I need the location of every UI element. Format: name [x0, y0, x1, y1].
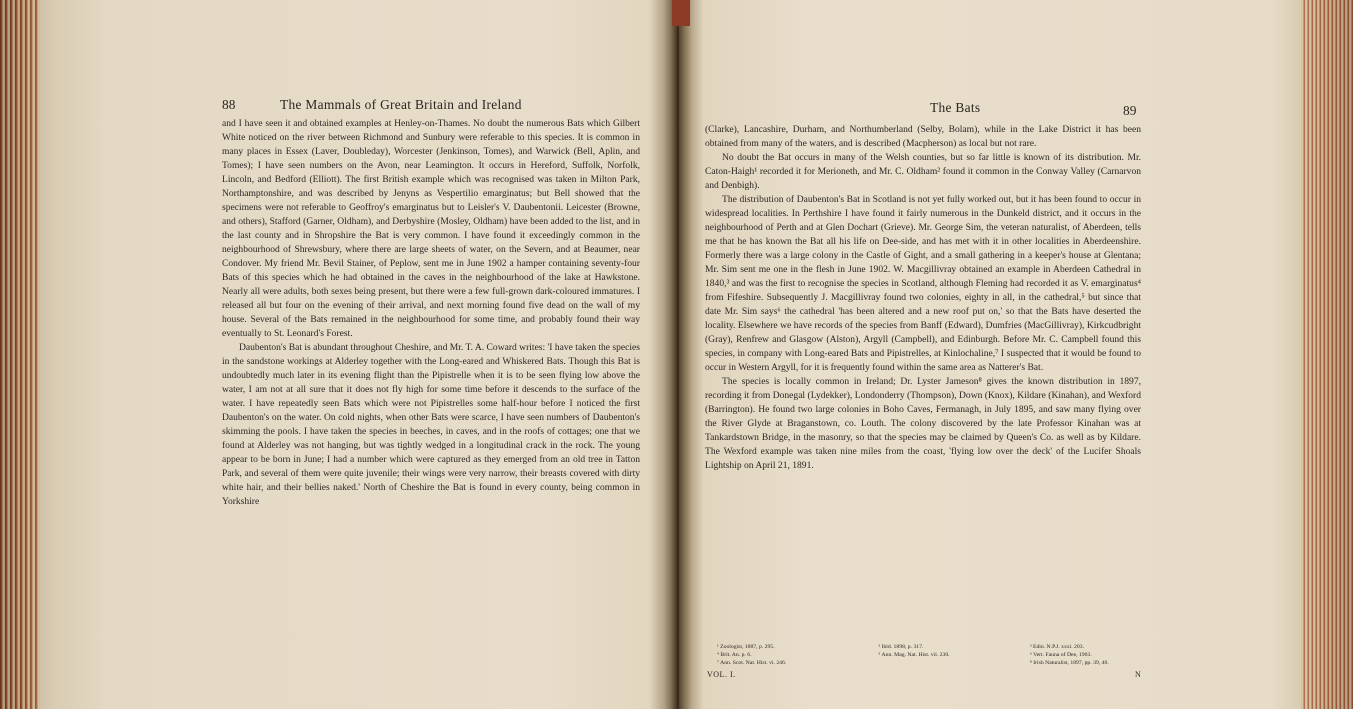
footnote: ⁶ Vert. Fauna of Dee, 1903. [1029, 652, 1092, 658]
footnote: ¹ Zoologist, 1887, p. 295. [717, 644, 775, 650]
gathering-signature: N [1135, 670, 1142, 679]
footnote: ⁵ Ann. Mag. Nat. Hist. vii. 230. [878, 652, 950, 658]
left-paragraph-2: Daubenton's Bat is abundant throughout Cheshire, and Mr. T. A. Coward writes: 'I have taken the species in the sandstone workings at Alderley together with the Long-eared and Whiskered Bats. Though this Bat is undoubtedly much later in its evening flight than the Pipistrelle when it is to be seen flying low above the water, I am not at all sure that it does not fly high for some time before it descends to the surface of the water. I have repeatedly seen Bats which were not Pipistrelles some half-hour before I noticed the first Daubenton's on the water. On cold nights, when other Bats were scarce, I have seen numbers of Daubenton's skimming the pools. I have taken the species in beeches, in caves, and in the roofs of cottages; one that we found at Alderley was not hanging, but was tightly wedged in a longitudinal crack in the rock. The young appear to be born in June; I had a number which were captured as they emerged from an old tree in Tatton Park, and several of them were quite juvenile; their wings were very narrow, their breasts covered with dirty white hair, and their bellies naked.' North of Cheshire the Bat is found in every county, being common in Yorkshire [222, 342, 640, 507]
footnote: ³ Edin. N.P.J. xxxi. 203. [1029, 644, 1085, 650]
right-paragraph-4: The species is locally common in Ireland; Dr. Lyster Jameson⁸ gives the known distribution in 1897, recording it from Donegal (Lydekker), Londonderry (Thompson), Down (Knox), Kildare (Kinahan), and Wexford (Barrington). He found two large colonies in Boho Caves, Fermanagh, in July 1895, and saw many flying over the River Glyde at Braganstown, co. Louth. The colony discovered by the late Professor Kinahan was at Tankardstown Bridge, in the masonry, so that the species may be claimed by Queen's Co. as well as by Kildare. The Wexford example was taken nine miles from the coast, 'flying low over the deck' of the Lucifer Shoals Lightship on April 21, 1891. [705, 376, 1141, 471]
right-running-head: The Bats [930, 100, 981, 115]
book-gutter [664, 0, 692, 709]
footnote-row [717, 659, 1147, 667]
footnote: ⁸ Irish Naturalist, 1897, pp. 39, 40. [1029, 660, 1109, 666]
footnote: ² Ibid. 1898, p. 317. [878, 644, 924, 650]
right-page-body [705, 123, 1141, 473]
right-paragraph-1: (Clarke), Lancashire, Durham, and Northumberland (Selby, Bolam), while in the Lake District it has been obtained from many of the waters, and is described (Macpherson) as local but not rare. [705, 124, 1141, 149]
left-page-body [222, 117, 640, 509]
right-page-number: 89 [1123, 103, 1137, 118]
footnote-row [717, 651, 1147, 659]
volume-signature: VOL. I. [707, 670, 736, 679]
left-running-head: The Mammals of Great Britain and Ireland [280, 97, 522, 112]
footnotes [717, 643, 1147, 667]
right-page-edges [1301, 0, 1353, 709]
left-page-number: 88 [222, 97, 236, 112]
right-paragraph-2: No doubt the Bat occurs in many of the Welsh counties, but so far little is known of its distribution. Mr. Caton-Haigh¹ recorded it for Merioneth, and Mr. C. Oldham² found it common in the Conway Valley (Carnarvon and Denbigh). [705, 152, 1141, 191]
left-page-edges [0, 0, 40, 709]
footnote: ⁴ Brit. An. p. 6. [717, 652, 752, 658]
footnote: ⁷ Ann. Scot. Nat. Hist. vi. 246. [717, 660, 787, 666]
footnote-row [717, 643, 1147, 651]
right-paragraph-3: The distribution of Daubenton's Bat in Scotland is not yet fully worked out, but it has been found to occur in widespread localities. In Perthshire I have found it fairly numerous in the Dunkeld district, and it occurs in the neighbourhood of Perth and at Glen Dochart (Grieve). Mr. George Sim, the veteran naturalist, of Aberdeen, tells me that he has known the Bat all his life on Dee-side, and has met with it in other localities in Aberdeenshire. Formerly there was a large colony in the Castle of Gight, and a small gathering in a keeper's house at Glentana; Mr. Sim sent me one in the flesh in June 1902. W. Macgillivray obtained an example in Aberdeen Cathedral in 1840,³ and was the first to recognise the species in Scotland, although Fleming had recorded it as V. emarginatus⁴ from Fifeshire. Subsequently J. Macgillivray found two colonies, eighty in all, in the cathedral,⁵ but since that date Mr. Sim says⁶ the cathedral 'has been altered and a new roof put on,' so that the Bats have deserted the locality. Elsewhere we have records of the species from Banff (Edward), Dumfries (MacGillivray), Kirkcudbright (Gray), Renfrew and Glasgow (Alston), Argyll (Campbell), and Edinburgh. Before Mr. C. Campbell found this species, in company with Long-eared Bats and Pipistrelles, at Kinlochaline,⁷ I suspected that it would be found to occur in Western Argyll, for it is frequently found within the same area as Natterer's Bat. [705, 194, 1141, 373]
bookmark-ribbon [672, 0, 690, 26]
left-paragraph-1: and I have seen it and obtained examples at Henley-on-Thames. No doubt the numerous Bats which Gilbert White noticed on the river between Richmond and Sunbury were referable to this species. It is common in many places in Essex (Laver, Doubleday), Worcester (Jenkinson, Tomes), and Warwick (Bell, Aplin, and Tomes); I have seen numbers on the Avon, near Leamington. It occurs in Hereford, Suffolk, Norfolk, Lincoln, and Bedford (Elliott). The first British example which was recognised was taken in Milton Park, Northamptonshire, and was described by Jenyns as Vespertilio emarginatus; but Bell showed that the specimens were not referable to Geoffroy's emarginatus but to Leisler's V. Daubentonii. Leicester (Browne, and others), Stafford (Garner, Oldham), and Derbyshire (Mosley, Oldham) have been added to the list, and in the last county and in Shropshire the Bat is very common. I have found it exceedingly common in the neighbourhood of Shrewsbury, where there are large sheets of water, on the Severn, and at Beaumer, near Condover. My friend Mr. Bevil Stainer, of Peplow, sent me in June 1902 a hamper containing seventy-four Bats of this species which he had obtained in the caves in the neighbourhood of the lake at Hawkstone. Nearly all were adults, both sexes being present, but there were a few full-grown dark-coloured immatures. I released all but four on the evening of their arrival, and next morning found five dead on the wall of my house. Several of the Bats remained in the neighbourhood for some time, and probably found their way eventually to St. Leonard's Forest. [222, 118, 640, 339]
